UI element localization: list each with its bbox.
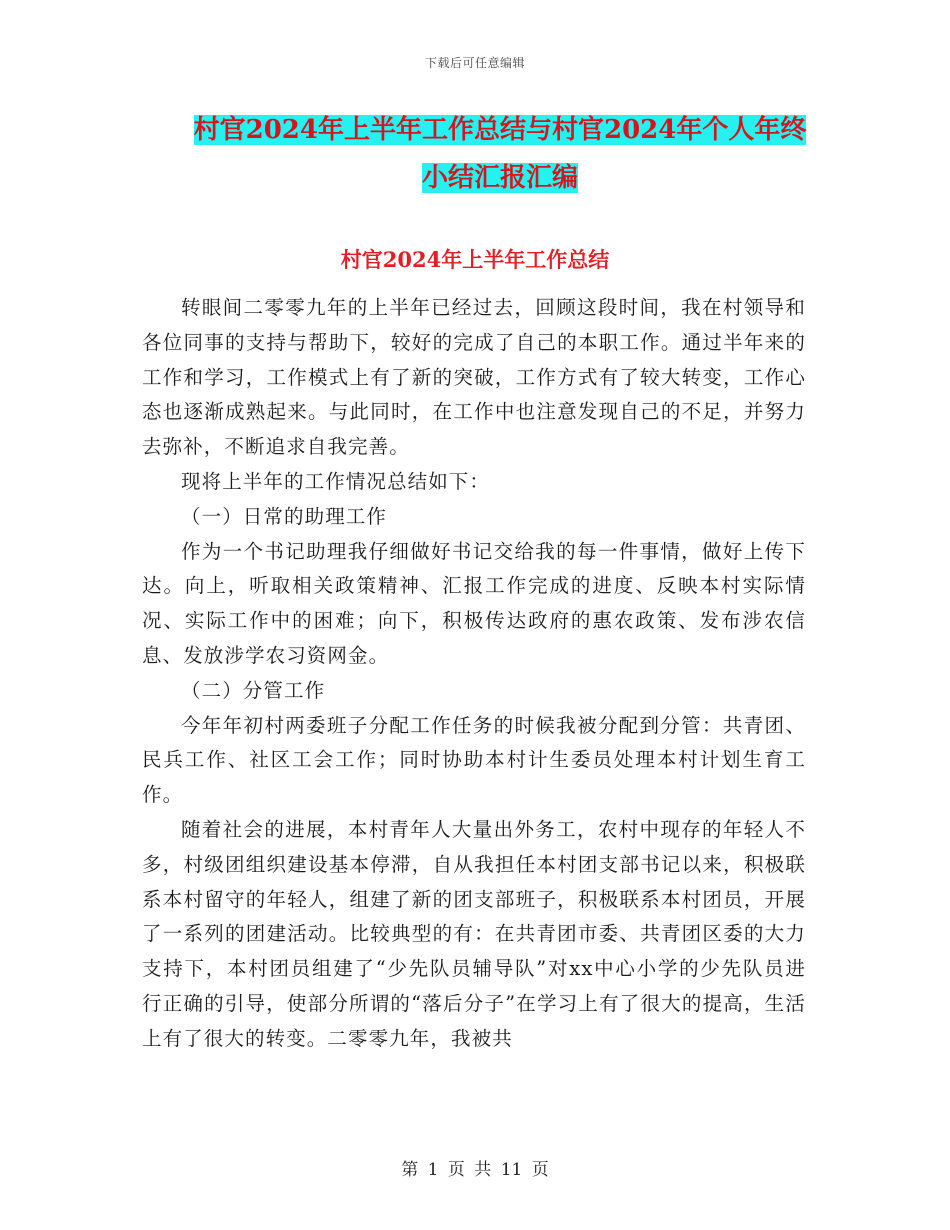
subheading: （二）分管工作 bbox=[181, 678, 326, 702]
subheading: （一）日常的助理工作 bbox=[181, 504, 388, 528]
document-title bbox=[140, 106, 860, 202]
paragraph: 作为一个书记助理我仔细做好书记交给我的每一件事情，做好上传下达。向上，听取相关政策精神、汇报工作完成的进度、反映本村实际情况、实际工作中的困难；向下，积极传达政府的惠农政策、发布涉农信息、发放涉学农习资网金。 bbox=[142, 539, 806, 667]
document-title-line-1: 村官2024年上半年工作总结与村官2024年个人年终 bbox=[193, 115, 807, 145]
paragraph: 随着社会的进展，本村青年人大量出外务工，农村中现存的年轻人不多，村级团组织建设基本停滞，自从我担任本村团支部书记以来，积极联系本村留守的年轻人，组建了新的团支部班子，积极联系本村团员，开展了一系列的团建活动。比较典型的有：在共青团市委、共青团区委的大力支持下，本村团员组建了“少先队员辅导队”对xx中心小学的少先队员进行正确的引导，使部分所谓的“落后分子”在学习上有了很大的提高，生活上有了很大的转变。二零零九年，我被共 bbox=[142, 817, 806, 1050]
page-header-note: 下载后可任意编辑 bbox=[424, 56, 525, 70]
paragraph: 转眼间二零零九年的上半年已经过去，回顾这段时间，我在村领导和各位同事的支持与帮助下，较好的完成了自己的本职工作。通过半年来的工作和学习，工作模式上有了新的突破，工作方式有了较大转变，工作心态也逐渐成熟起来。与此同时，在工作中也注意发现自己的不足，并努力去弥补，不断追求自我完善。 bbox=[142, 296, 806, 459]
document-body bbox=[142, 291, 806, 1057]
paragraph: 今年年初村两委班子分配工作任务的时候我被分配到分管：共青团、民兵工作、社区工会工作；同时协助本村计生委员处理本村计划生育工作。 bbox=[142, 713, 806, 807]
page-number: 第 1 页 共 11 页 bbox=[401, 1160, 549, 1180]
section-title: 村官2024年上半年工作总结 bbox=[340, 247, 610, 272]
document-title-line-2: 小结汇报汇编 bbox=[421, 163, 578, 193]
paragraph: 现将上半年的工作情况总结如下： bbox=[181, 469, 491, 493]
